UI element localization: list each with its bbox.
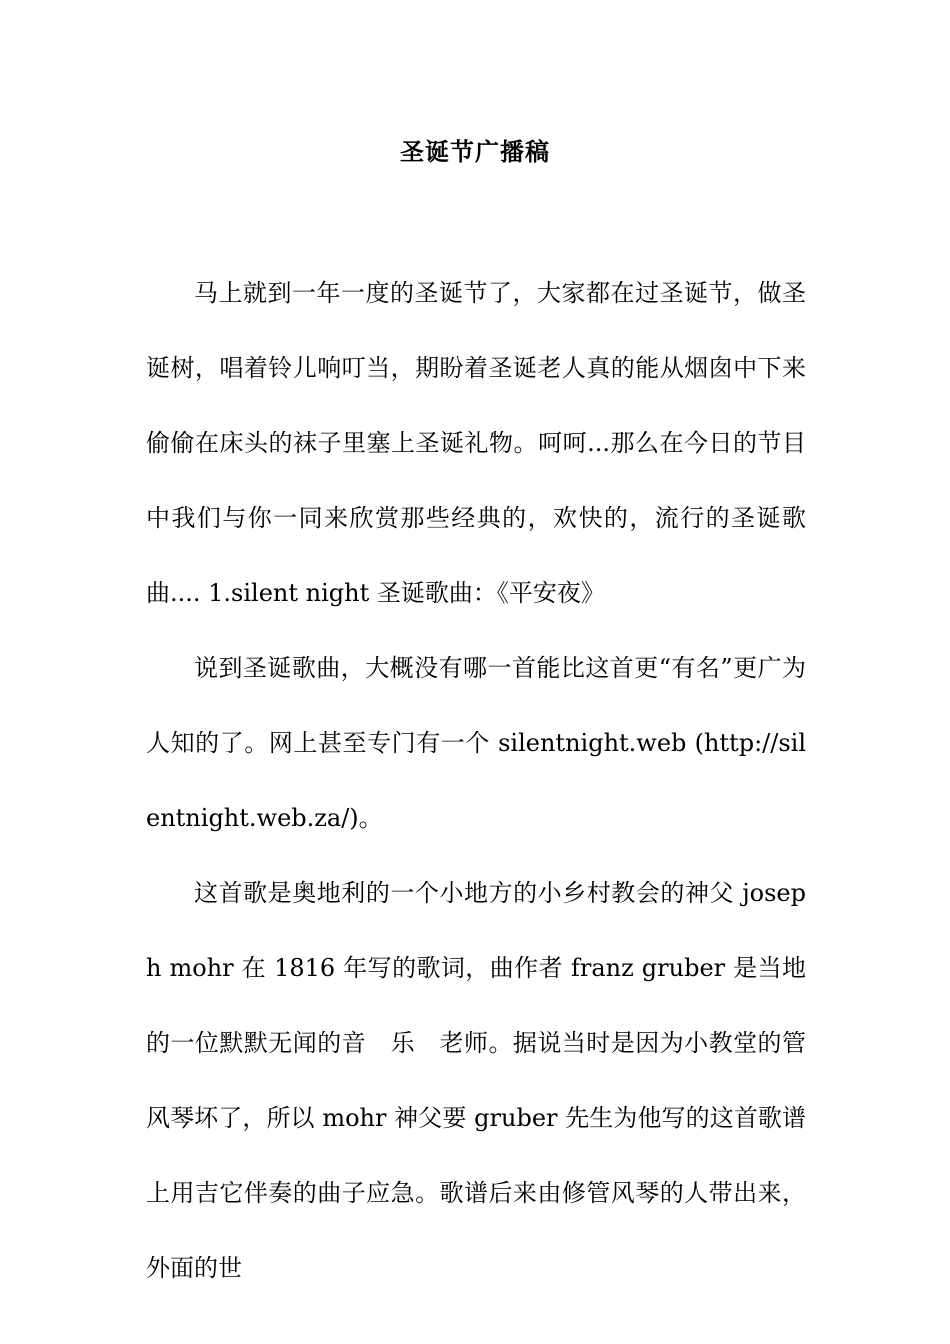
document-title: 圣诞节广播稿 [400, 137, 550, 166]
paragraph-intro: 马上就到一年一度的圣诞节了，大家都在过圣诞节，做圣诞树，唱着铃儿响叮当，期盼着圣诞老人真的能从烟囱中下来偷偷在床头的袜子里塞上圣诞礼物。呵呵...那么在今日的节目中我们与你一同来欣赏那些经典的，欢快的，流行的圣诞歌曲.... 1.silent night 圣诞歌曲：《平安夜》 [146, 279, 806, 607]
paragraph-silent-night-fame: 说到圣诞歌曲，大概没有哪一首能比这首更“有名”更广为人知的了。网上甚至专门有一个 silentnight.web (http://silentnight.web.za/)。 [146, 654, 806, 832]
document-body [146, 256, 806, 1306]
paragraph-song-history: 这首歌是奥地利的一个小地方的小乡村教会的神父 joseph mohr 在 1816 年写的歌词，曲作者 franz gruber 是当地的一位默默无闻的音 乐 老师。据说当时是因为小教堂的管风琴坏了，所以 mohr 神父要 gruber 先生为他写的这首歌谱上用吉它伴奏的曲子应急。歌谱后来由修管风琴的人带出来，外面的世 [146, 879, 806, 1282]
